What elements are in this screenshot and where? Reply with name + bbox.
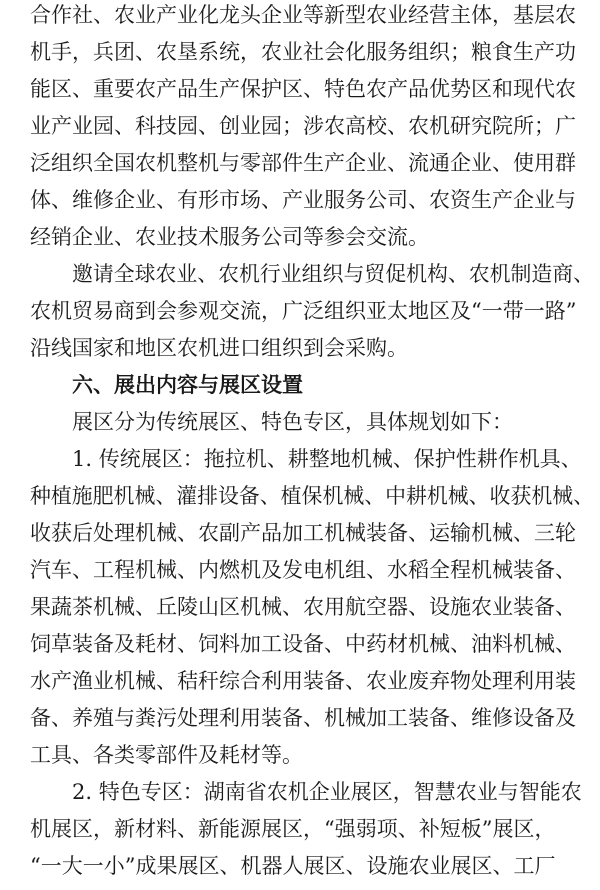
text-line-content: 工具、各类零部件及耗材等。 — [30, 743, 303, 767]
text-line-content: 合作社、农业产业化龙头企业等新型农业经营主体，基层农 — [30, 3, 576, 27]
text-line-content: 汽车、工程机械、内燃机及发电机组、水稻全程机械装备、 — [30, 558, 576, 582]
text-line-content: 备、养殖与粪污处理利用装备、机械加工装备、维修设备及 — [30, 706, 576, 730]
text-line — [0, 407, 600, 437]
text-line-content: 水产渔业机械、秸秆综合利用装备、农业废弃物处理利用装 — [30, 669, 576, 693]
text-line-content: 农机贸易商到会参观交流，广泛组织亚太地区及“一带一路” — [30, 299, 577, 323]
text-line — [0, 222, 600, 252]
text-line — [0, 703, 600, 733]
text-line-content: 能区、重要农产品生产保护区、特色农产品优势区和现代农 — [30, 77, 576, 101]
text-line — [0, 296, 600, 326]
text-line — [0, 333, 600, 363]
text-line — [0, 814, 600, 844]
text-line — [0, 629, 600, 659]
text-line — [0, 666, 600, 696]
text-line — [0, 592, 600, 622]
text-line-content: 邀请全球农业、农机行业组织与贸促机构、农机制造商、 — [72, 262, 595, 286]
text-line-content: 收获后处理机械、农副产品加工机械装备、运输机械、三轮 — [30, 521, 576, 545]
text-line — [0, 74, 600, 104]
text-line — [0, 851, 600, 881]
text-line — [0, 37, 600, 67]
text-line — [0, 111, 600, 141]
text-line-content: 泛组织全国农机整机与零部件生产企业、流通企业、使用群 — [30, 151, 576, 175]
text-line-content: 业产业园、科技园、创业园；涉农高校、农机研究院所；广 — [30, 114, 576, 138]
text-line-content: “一大一小”成果展区、机器人展区、设施农业展区、工厂 — [30, 854, 556, 878]
text-line-content: 1. 传统展区：拖拉机、耕整地机械、保护性耕作机具、 — [72, 447, 582, 471]
text-line-content: 展区分为传统展区、特色专区，具体规划如下： — [72, 410, 513, 434]
text-line — [0, 777, 600, 807]
text-line — [0, 518, 600, 548]
text-line-content: 沿线国家和地区农机进口组织到会采购。 — [30, 336, 408, 360]
text-line-content: 果蔬茶机械、丘陵山区机械、农用航空器、设施农业装备、 — [30, 595, 576, 619]
text-line — [0, 481, 600, 511]
text-line-content: 经销企业、农业技术服务公司等参会交流。 — [30, 225, 429, 249]
section-heading-text: 六、展出内容与展区设置 — [72, 373, 303, 397]
text-line — [0, 259, 600, 289]
text-line-content: 机手，兵团、农垦系统，农业社会化服务组织；粮食生产功 — [30, 40, 576, 64]
text-line — [0, 740, 600, 770]
text-line — [0, 555, 600, 585]
text-line-content: 种植施肥机械、灌排设备、植保机械、中耕机械、收获机械、 — [30, 484, 594, 508]
text-line — [0, 185, 600, 215]
text-line-content: 饲草装备及耗材、饲料加工设备、中药材机械、油料机械、 — [30, 632, 576, 656]
text-line-content: 机展区，新材料、新能源展区，“强弱项、补短板”展区， — [30, 817, 556, 841]
text-line — [0, 444, 600, 474]
text-line — [0, 0, 600, 30]
text-line — [0, 148, 600, 178]
text-line-content: 体、维修企业、有形市场、产业服务公司、农资生产企业与 — [30, 188, 576, 212]
text-line-content: 2. 特色专区：湖南省农机企业展区，智慧农业与智能农 — [72, 780, 582, 804]
section-heading — [0, 370, 600, 400]
